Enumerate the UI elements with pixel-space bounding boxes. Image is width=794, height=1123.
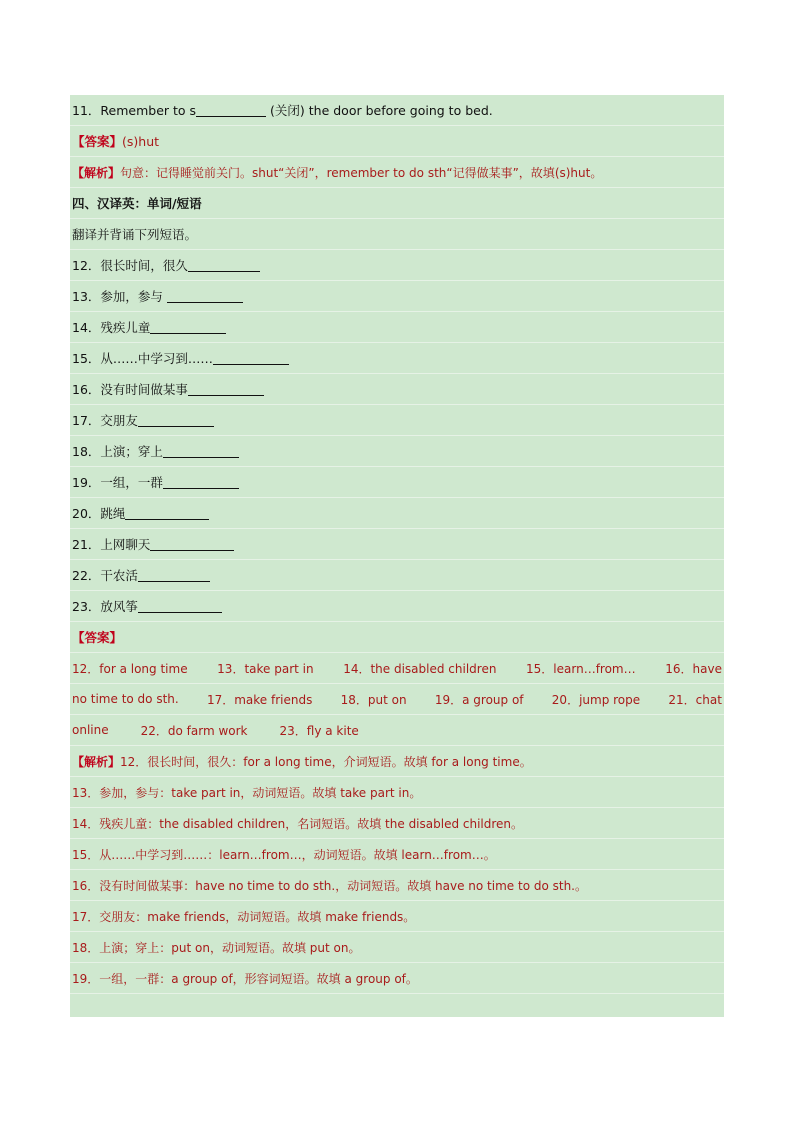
question-11	[70, 95, 724, 126]
q11-answer-text: (s)hut	[122, 133, 160, 149]
answer-blank	[188, 259, 260, 272]
analysis-15: 15．从……中学习到……：learn…from…，动词短语。故填 learn…from…。	[70, 839, 724, 870]
answer-blank	[167, 290, 243, 303]
question-23: 23．放风筝	[70, 591, 724, 622]
q11-analysis	[70, 157, 724, 188]
answer-blank	[163, 445, 239, 458]
answer-blank	[188, 383, 264, 396]
answer-blank	[150, 538, 234, 551]
answer-blank	[138, 600, 222, 613]
answers-line-1: 12．for a long time 13．take part in 14．the disabled children 15．learn…from… 16．have	[70, 653, 724, 684]
answer-tag: 【答案】	[72, 134, 123, 149]
analysis-tag: 【解析】	[72, 165, 121, 180]
answer-blank	[163, 476, 239, 489]
q11-text-after: (关闭) the door before going to bed.	[270, 103, 493, 118]
answers-line-2: no time to do sth. 17．make friends 18．put on 19．a group of 20．jump rope 21．chat	[70, 684, 724, 715]
answer-blank	[138, 569, 210, 582]
answers-heading: 【答案】	[70, 622, 724, 653]
q11-analysis-text: 句意：记得睡觉前关门。shut“关闭”，remember to do sth“记得做某事”，故填(s)hut。	[120, 165, 603, 180]
worksheet-page	[70, 95, 724, 1017]
answer-blank	[213, 352, 289, 365]
analysis-14: 14．残疾儿童：the disabled children，名词短语。故填 the disabled children。	[70, 808, 724, 839]
question-14: 14．残疾儿童	[70, 312, 724, 343]
analysis-13: 13．参加，参与：take part in，动词短语。故填 take part in。	[70, 777, 724, 808]
q11-answer	[70, 126, 724, 157]
question-19: 19．一组，一群	[70, 467, 724, 498]
question-16: 16．没有时间做某事	[70, 374, 724, 405]
question-17: 17．交朋友	[70, 405, 724, 436]
question-20: 20．跳绳	[70, 498, 724, 529]
question-22: 22．干农活	[70, 560, 724, 591]
answer-blank	[138, 414, 214, 427]
analysis-17: 17．交朋友：make friends，动词短语。故填 make friends。	[70, 901, 724, 932]
answers-line-3: online 22．do farm work 23．fly a kite	[70, 715, 724, 746]
analysis-18: 18．上演；穿上：put on，动词短语。故填 put on。	[70, 932, 724, 963]
question-18: 18．上演；穿上	[70, 436, 724, 467]
analysis-16: 16．没有时间做某事：have no time to do sth.，动词短语。故填 have no time to do sth.。	[70, 870, 724, 901]
question-15: 15．从……中学习到……	[70, 343, 724, 374]
answer-blank	[150, 321, 226, 334]
section-instruction: 翻译并背诵下列短语。	[70, 219, 724, 250]
analysis-19: 19．一组，一群：a group of，形容词短语。故填 a group of。	[70, 963, 724, 994]
analysis-12: 【解析】 12．很长时间，很久：for a long time，介词短语。故填 for a long time。	[70, 746, 724, 777]
section-title: 四、汉译英：单词/短语	[70, 188, 724, 219]
q11-blank	[196, 104, 266, 117]
question-13: 13．参加，参与	[70, 281, 724, 312]
q11-text-before: 11．Remember to s	[72, 103, 197, 118]
question-21: 21．上网聊天	[70, 529, 724, 560]
question-12: 12．很长时间，很久	[70, 250, 724, 281]
answer-blank	[125, 507, 209, 520]
